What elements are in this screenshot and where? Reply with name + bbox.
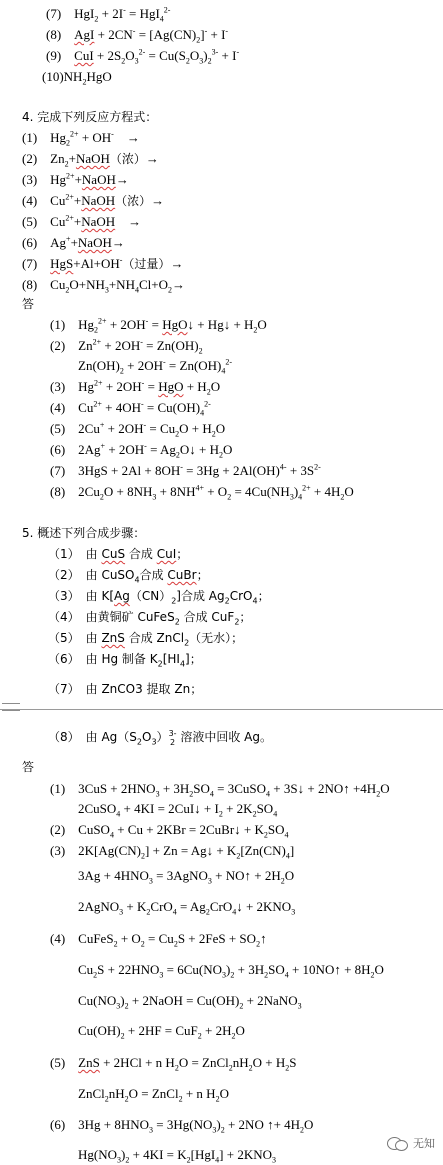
q5-item-4: （4） 由黄铜矿 CuFeS$_2$ 合成 CuF$_2$； <box>48 610 252 627</box>
line-hgi2: (7) HgI$_2$ + 2I- = HgI$_4^{2-}$ <box>46 5 171 24</box>
a5-item-4: (4) CuFeS$_2$ + $O_2 = Cu_2S + 2FeS$ + $SO_2↑$ <box>50 931 267 949</box>
q5-item-1: （1） 由 CuS 合成 CuI； <box>48 547 189 561</box>
section-4-heading: 4. 完成下列反应方程式： <box>22 110 158 124</box>
a5-item-3c: 2AgNO$_3$ + $K_2CrO_4$ = $Ag_2CrO_4↓ + 2KNO_3$ <box>78 899 296 917</box>
a4-item-3: (3) $Hg^{2+} + 2OH^-$ = HgO + $H_2O$ <box>50 378 221 397</box>
q4-item-5: (5) $Cu^{2+}+NaOH$ → <box>22 213 142 229</box>
page-break-line <box>0 709 443 710</box>
a4-item-2: (2) $Zn^{2+} + 2OH^- = Zn(OH)_2$ <box>50 337 203 356</box>
watermark <box>387 1135 435 1151</box>
q4-item-6: (6) Ag++NaOH→ <box>22 234 125 250</box>
q4-item-1: (1) $Hg_2^{2+} + OH^-$ → <box>22 129 140 148</box>
answer-label-5: 答 <box>22 760 35 774</box>
page-break-icon <box>2 703 20 711</box>
q4-item-2: (2) $Zn_2+NaOH$（浓）→ <box>22 151 159 169</box>
line-nh2hgo: $(10)NH_2HgO$ <box>42 69 112 87</box>
q4-item-3: (3) $Hg^{2+}+NaOH\to$ <box>22 171 129 187</box>
a5-item-6: (6) $3Hg + 8HNO_3 = 3Hg(NO_3)_2 + 2NO$ ↑+ $4H_2O$ <box>50 1117 314 1135</box>
a5-item-3b: $3Ag + 4HNO_3$ = 3AgNO$_3$ + NO↑ + $2H_2O$ <box>78 868 295 886</box>
a4-item-8: (8) $2Cu_2O + 8NH_3 + 8NH^{4+} + O_2 = 4Cu(NH_3)_4^{2+} + 4H_2O$ <box>50 483 354 502</box>
line-agi: (8) AgI + $2CN^- = [Ag(CN)_2]^- + I^-$ <box>46 26 229 45</box>
a4-item-2b: $Zn(OH)_2 + 2OH^- = Zn(OH)_4^{2-}$ <box>78 357 233 376</box>
a5-item-4c: $Cu(NO_3)_2$ + 2NaOH = $Cu(OH)_2$ + 2NaNO$_3$ <box>78 993 302 1011</box>
a5-item-6b: $Hg(NO_3)_2 + 4KI = K_2[HgI_4] + 2KNO_3$ <box>78 1147 276 1165</box>
section-5-heading: 5. 概述下列合成步骤： <box>22 526 146 540</box>
q5-item-2: （2） 由 CuSO$_4$合成 CuBr； <box>48 568 209 585</box>
a5-item-4d: $Cu(OH)_2 + 2HF = CuF_2 + 2H_2O$ <box>78 1023 245 1041</box>
q5-item-5: （5） 由 ZnS 合成 ZnCl$_2$（无水）； <box>48 631 244 648</box>
a5-item-4b: $Cu_2S + 22HNO_3 = 6Cu(NO_3)_2 + 3H_2SO_4$ + 10NO↑ + $8H_2O$ <box>78 962 384 980</box>
watermark-text: 无知 <box>413 1137 435 1150</box>
a4-item-1: (1) $Hg_2^{2+} + 2OH^-$ = HgO↓ + Hg↓ + $H_2O$ <box>50 316 267 335</box>
q4-item-7: (7) HgS+Al+OH-（过量）→ <box>22 255 184 271</box>
q5-item-7: （7） 由 ZnCO3 提取 Zn； <box>48 682 203 696</box>
a4-item-6: (6) $2Ag^+ + 2OH^- = Ag_2O↓ + H_2O$ <box>50 441 233 460</box>
a5-item-5: (5) ZnS + 2HCl + n $H_2O$ = $ZnCl_2nH_2O + H_2S$ <box>50 1055 297 1073</box>
answer-label-4: 答 <box>22 297 35 311</box>
q5-item-3: （3） 由 $K[Ag(CN)_2]$合成 $Ag_2CrO_4$； <box>48 589 270 606</box>
a4-item-4: (4) $Cu^{2+} + 4OH^- = Cu(OH)_4^{2-}$ <box>50 399 211 418</box>
a5-item-5b: $ZnCl_2nH_2O$ = ZnCl$_2$ + n $H_2O$ <box>78 1086 229 1104</box>
line-cui: (9) CuI + $2S_2O_3^{2-} = Cu(S_2O_3)_2^{3-} + I^-$ <box>46 47 240 66</box>
q4-item-8: (8) $Cu_2O+NH_3+NH_4Cl+O_2\to$ <box>22 277 185 295</box>
a5-item-3: (3) $2K[Ag(CN)_2] + Zn$ = Ag↓ + $K_2[Zn(CN)_4]$ <box>50 843 295 861</box>
a5-item-2: (2) CuSO$_4$ + Cu + 2KBr = 2CuBr↓ + $K_2SO_4$ <box>50 822 289 840</box>
a5-item-1b: 2CuSO$_4$ + 4KI = 2CuI↓ + $I_2 + 2K_2SO_4$ <box>78 801 278 819</box>
wechat-icon <box>387 1135 409 1151</box>
a5-item-1: (1) $3CuS + 2HNO_3 + 3H_2SO_4$ = 3CuSO$_4$ + 3S↓ + 2NO↑ $+4H_2O$ <box>50 781 390 799</box>
a4-item-5: (5) $2Cu^+ + 2OH^- = Cu_2O + H_2O$ <box>50 420 226 439</box>
q4-item-4: (4) $Cu^{2+}+NaOH$（浓）→ <box>22 192 165 208</box>
a4-item-7: (7) $3HgS + 2Al + 8OH^- = 3Hg + 2Al(OH)^{4-} + 3S^{2-}$ <box>50 462 321 478</box>
q5-item-8: （8） 由 $Ag(S_2O_3)$ 3- 2 溶液中回收 Ag。 <box>48 728 273 747</box>
q5-item-6: （6） 由 Hg 制备 $K_2[HI_4]$； <box>48 652 202 669</box>
